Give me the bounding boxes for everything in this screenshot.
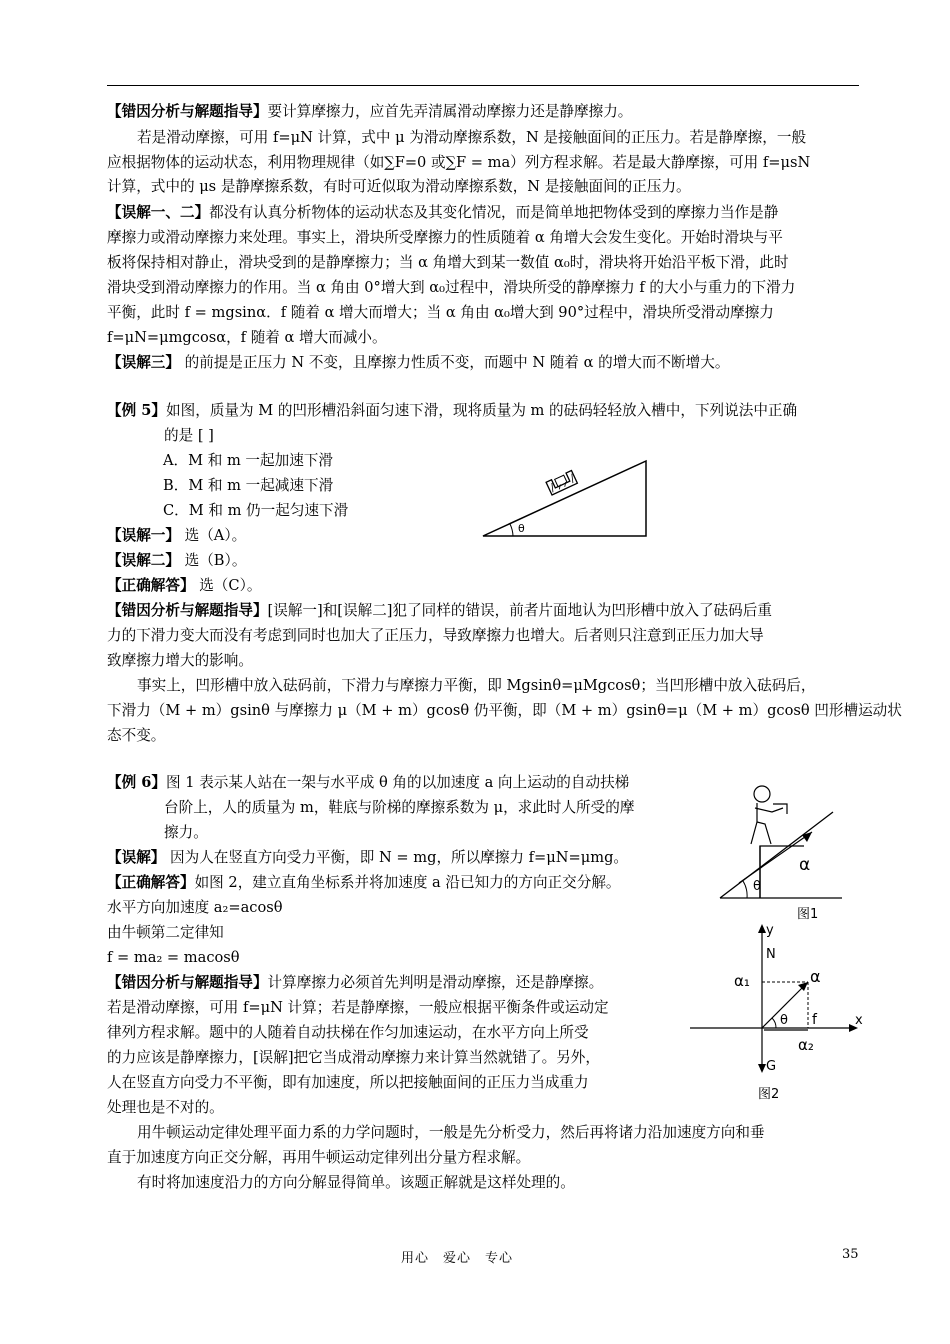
text-run: 要计算摩擦力，应首先弄清属滑动摩擦力还是静摩擦力。 — [267, 103, 633, 120]
a-label: α — [810, 967, 821, 986]
text-line — [107, 651, 253, 671]
text-run: 图 1 表示某人站在一架与水平成 θ 角的以加速度 a 向上运动的自动扶梯 — [166, 774, 630, 791]
y-label: y — [766, 923, 774, 938]
incline-figure — [480, 458, 650, 540]
text-line — [107, 576, 261, 596]
text-line — [107, 203, 778, 223]
text-line — [107, 701, 902, 721]
text-line — [107, 948, 240, 968]
text-line — [107, 1073, 589, 1093]
text-line — [107, 551, 246, 571]
text-run: 摩擦力或滑动摩擦力来处理。事实上，滑块所受摩擦力的性质随着 α 角增大会发生变化。开始时滑块与平 — [107, 229, 783, 246]
text-line — [107, 898, 283, 918]
theta-label: θ — [753, 879, 761, 894]
figure2-caption: 图2 — [758, 1087, 780, 1102]
text-line — [107, 626, 764, 646]
x-label: x — [855, 1013, 863, 1028]
text-run: A．M 和 m 一起加速下滑 — [163, 452, 333, 469]
text-line — [107, 1098, 224, 1118]
text-line — [107, 848, 628, 868]
bold-heading: 【错因分析与解题指导】 — [107, 103, 268, 120]
text-run: 的力应该是静摩擦力，[误解]把它当成滑动摩擦力来计算当然就错了。另外， — [107, 1049, 600, 1066]
text-line — [107, 726, 165, 746]
bold-heading: 【正确解答】 — [107, 874, 195, 891]
text-line — [107, 353, 729, 373]
text-line — [163, 476, 333, 496]
text-run: 用牛顿运动定律处理平面力系的力学问题时，一般是先分析受力，然后再将诸力沿加速度方向和垂 — [137, 1124, 765, 1141]
text-run: 计算，式中的 μs 是静摩擦系数，有时可近似取为滑动摩擦系数，N 是接触面间的正压力。 — [107, 178, 691, 195]
text-run: 若是滑动摩擦，可用 f=μN 计算，式中 μ 为滑动摩擦系数，N 是接触面间的正压力。若是静摩擦，一般 — [137, 129, 807, 146]
bold-heading: 【误解二】 — [107, 552, 180, 569]
groove-block — [546, 470, 577, 495]
text-run: 选（C）。 — [194, 577, 262, 594]
text-run: 计算摩擦力必须首先判明是滑动摩擦，还是静摩擦。 — [267, 974, 604, 991]
text-run: 律列方程求解。题中的人随着自动扶梯在作匀加速运动，在水平方向上所受 — [107, 1024, 589, 1041]
figure1-caption: 图1 — [797, 907, 819, 922]
page-number: 35 — [842, 1247, 859, 1262]
text-run: 态不变。 — [107, 727, 166, 744]
header-rule — [107, 85, 859, 86]
theta-label: θ — [518, 522, 525, 535]
text-line — [164, 426, 214, 446]
text-run: f = ma₂ = macosθ — [107, 949, 240, 966]
text-line — [107, 873, 621, 893]
text-run: 台阶上，人的质量为 m，鞋底与阶梯的摩擦系数为 μ，求此时人所受的摩 — [164, 799, 635, 816]
text-run: 选（B）。 — [179, 552, 247, 569]
text-run: 因为人在竖直方向受力平衡，即 N = mg，所以摩擦力 f=μN=μmg。 — [165, 849, 629, 866]
footer-slogan: 用心 爱心 专心 — [401, 1251, 514, 1266]
text-run: 致摩擦力增大的影响。 — [107, 652, 253, 669]
text-run: 平衡，此时 f = mgsinα．f 随着 α 增大而增大；当 α 角由 α₀增大到 90°过程中，滑块所受滑动摩擦力 — [107, 304, 774, 321]
text-run: 应根据物体的运动状态，利用物理规律（如∑F=0 或∑F = ma）列方程求解。若是最大静摩擦，可用 f=μsN — [107, 154, 811, 171]
text-run: 人在竖直方向受力不平衡，即有加速度，所以把接触面间的正压力当成重力 — [107, 1074, 589, 1091]
text-line — [164, 798, 634, 818]
text-run: 选（A）。 — [179, 527, 247, 544]
text-run: 直于加速度方向正交分解，再用牛顿运动定律列出分量方程求解。 — [107, 1149, 531, 1166]
text-line — [107, 998, 609, 1018]
text-run: 有时将加速度沿力的方向分解显得简单。该题正解就是这样处理的。 — [137, 1174, 575, 1191]
text-line — [107, 153, 810, 173]
f-label: f — [812, 1012, 817, 1028]
text-line — [107, 773, 629, 793]
text-line — [107, 923, 224, 943]
text-run: 如图 2，建立直角坐标系并将加速度 a 沿已知力的方向正交分解。 — [194, 874, 621, 891]
text-line — [107, 1023, 589, 1043]
text-run: 由牛顿第二定律知 — [107, 924, 224, 941]
text-line — [107, 973, 603, 993]
N-label: N — [766, 947, 776, 962]
text-line — [107, 102, 632, 122]
theta-arc — [772, 1018, 776, 1028]
text-run: 板将保持相对静止，滑块受到的是静摩擦力；当 α 角增大到某一数值 α₀时，滑块将开始沿平板下滑，此时 — [107, 254, 789, 271]
a1-label: α₁ — [734, 972, 750, 990]
text-run: 下滑力（M + m）gsinθ 与摩擦力 μ（M + m）gcosθ 仍平衡，即（M + m）gsinθ=μ（M + m）gcosθ 凹形槽运动状 — [107, 702, 902, 719]
text-run: B．M 和 m 一起减速下滑 — [163, 477, 334, 494]
text-line — [107, 328, 387, 348]
incline-triangle — [483, 461, 646, 536]
text-run: 事实上，凹形槽中放入砝码前，下滑力与摩擦力平衡，即 Mgsinθ=μMgcosθ；当凹形槽中放入砝码后， — [137, 677, 816, 694]
text-line — [137, 128, 806, 148]
text-run: 的是 [ ] — [164, 427, 214, 444]
bold-heading: 【例 6】 — [107, 774, 167, 791]
escalator-step — [760, 846, 804, 898]
alpha-label: α — [799, 855, 811, 875]
person-icon — [751, 786, 787, 844]
theta-arc — [743, 881, 747, 898]
theta-arc — [510, 524, 513, 536]
bold-heading: 【误解三】 — [107, 354, 180, 371]
text-run: 都没有认真分析物体的运动状态及其变化情况，而是简单地把物体受到的摩擦力当作是静 — [209, 204, 779, 221]
text-line — [107, 253, 789, 273]
text-line — [137, 676, 815, 696]
text-line — [107, 303, 774, 323]
theta-label: θ — [780, 1013, 788, 1028]
coordinate-figure — [690, 920, 865, 1105]
text-line — [107, 401, 797, 421]
text-run: 擦力。 — [164, 824, 208, 841]
text-run: [误解一]和[误解二]犯了同样的错误，前者片面地认为凹形槽中放入了砝码后重 — [267, 602, 772, 619]
text-line — [164, 823, 208, 843]
text-run: C．M 和 m 仍一起匀速下滑 — [163, 502, 349, 519]
text-line — [107, 526, 246, 546]
escalator-slope — [720, 812, 833, 898]
escalator-figure — [717, 768, 847, 922]
text-run: 水平方向加速度 a₂=acosθ — [107, 899, 283, 916]
text-run: 滑块受到滑动摩擦力的作用。当 α 角由 0°增大到 α₀过程中，滑块所受的静摩擦力 f 的大小与重力的下滑力 — [107, 279, 796, 296]
text-line — [107, 601, 772, 621]
bold-heading: 【错因分析与解题指导】 — [107, 602, 268, 619]
text-run: 的前提是正压力 N 不变，且摩擦力性质不变，而题中 N 随着 α 的增大而不断增大。 — [179, 354, 730, 371]
text-line — [107, 228, 783, 248]
a2-label: α₂ — [798, 1036, 814, 1054]
bold-heading: 【误解】 — [107, 849, 166, 866]
text-run: 处理也是不对的。 — [107, 1099, 224, 1116]
text-run: 力的下滑力变大而没有考虑到同时也加大了正压力，导致摩擦力也增大。后者则只注意到正压力加大导 — [107, 627, 764, 644]
text-line — [163, 451, 333, 471]
text-line — [107, 1048, 600, 1068]
G-label: G — [766, 1059, 777, 1074]
text-line — [163, 501, 348, 521]
text-run: f=μN=μmgcosα，f 随着 α 增大而减小。 — [107, 329, 387, 346]
bold-heading: 【误解一】 — [107, 527, 180, 544]
bold-heading: 【错因分析与解题指导】 — [107, 974, 268, 991]
text-line — [137, 1123, 765, 1143]
bold-heading: 【正确解答】 — [107, 577, 195, 594]
bold-heading: 【例 5】 — [107, 402, 167, 419]
text-run: 若是滑动摩擦，可用 f=μN 计算；若是静摩擦，一般应根据平衡条件或运动定 — [107, 999, 609, 1016]
text-line — [107, 177, 691, 197]
text-line — [137, 1173, 575, 1193]
text-line — [107, 1148, 530, 1168]
text-line — [107, 278, 795, 298]
text-run: 如图，质量为 M 的凹形槽沿斜面匀速下滑，现将质量为 m 的砝码轻轻放入槽中，下列说法中正确 — [166, 402, 798, 419]
bold-heading: 【误解一、二】 — [107, 204, 210, 221]
